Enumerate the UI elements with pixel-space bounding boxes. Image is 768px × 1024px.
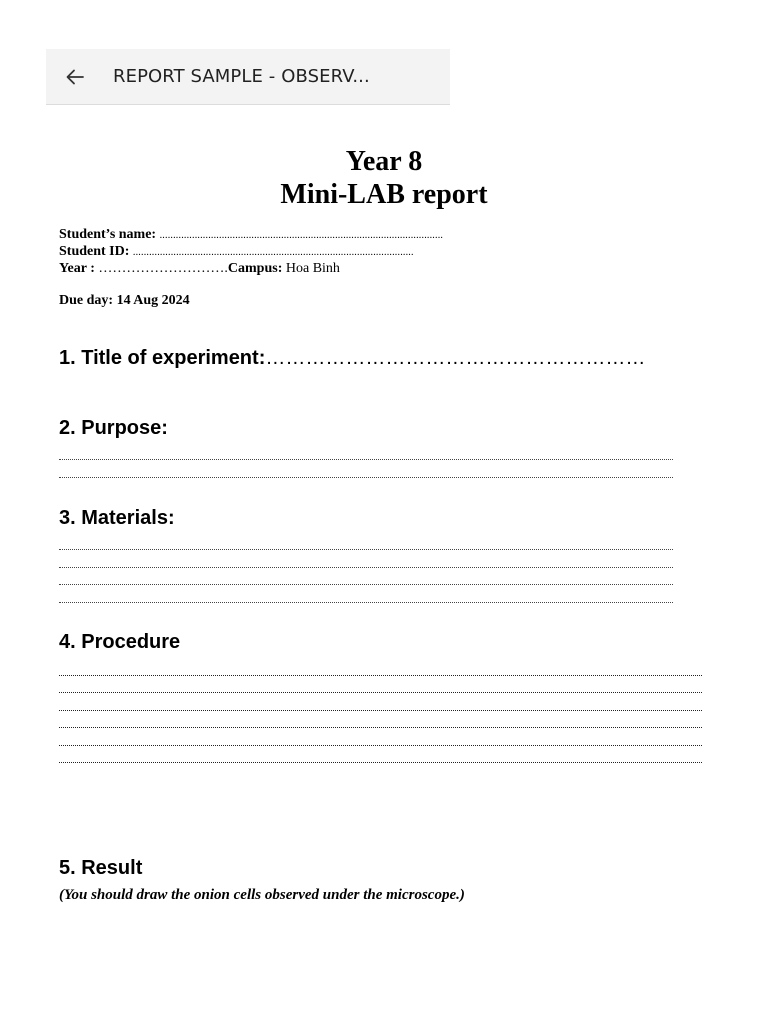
due-day-value: 14 Aug 2024 <box>116 293 190 308</box>
back-button[interactable] <box>61 63 89 91</box>
materials-line <box>59 567 673 569</box>
materials-line <box>59 549 673 551</box>
materials-heading: 3. Materials: <box>59 507 175 529</box>
arrow-left-icon <box>65 67 85 87</box>
procedure-line <box>59 745 702 747</box>
result-heading: 5. Result <box>59 857 143 879</box>
procedure-line <box>59 727 702 729</box>
year-campus-row <box>59 260 340 277</box>
due-day-label: Due day: <box>59 293 114 308</box>
campus-label: Campus: <box>227 261 283 276</box>
year-field: ………………………. <box>98 261 228 276</box>
year-title: Year 8 <box>345 146 423 177</box>
student-name-label: Student’s name: <box>59 227 157 242</box>
purpose-heading: 2. Purpose: <box>59 417 168 439</box>
document-title: REPORT SAMPLE - OBSERV... <box>113 66 370 87</box>
student-name-field: ......................................................................................................... <box>159 230 444 241</box>
materials-line <box>59 584 673 586</box>
purpose-line <box>59 459 673 461</box>
procedure-line <box>59 762 702 764</box>
purpose-line <box>59 477 673 479</box>
procedure-line <box>59 692 702 694</box>
report-title: Mini-LAB report <box>280 179 488 210</box>
year-label: Year : <box>59 261 95 276</box>
student-id-field: ........................................................................................................ <box>132 247 414 258</box>
procedure-line <box>59 675 702 677</box>
due-day-row <box>59 292 190 309</box>
title-experiment-heading: 1. Title of experiment: <box>59 347 266 369</box>
report-header <box>0 145 768 211</box>
procedure-heading: 4. Procedure <box>59 631 181 653</box>
materials-line <box>59 602 673 604</box>
student-id-label: Student ID: <box>59 244 130 259</box>
procedure-line <box>59 710 702 712</box>
campus-value: Hoa Binh <box>285 261 340 276</box>
title-experiment-field: ………………………………………………… <box>265 347 646 369</box>
section-title-experiment <box>59 346 645 370</box>
student-name-row <box>59 226 443 244</box>
result-note: (You should draw the onion cells observed under the microscope.) <box>59 887 465 903</box>
student-id-row <box>59 243 414 261</box>
top-app-bar <box>46 49 450 105</box>
